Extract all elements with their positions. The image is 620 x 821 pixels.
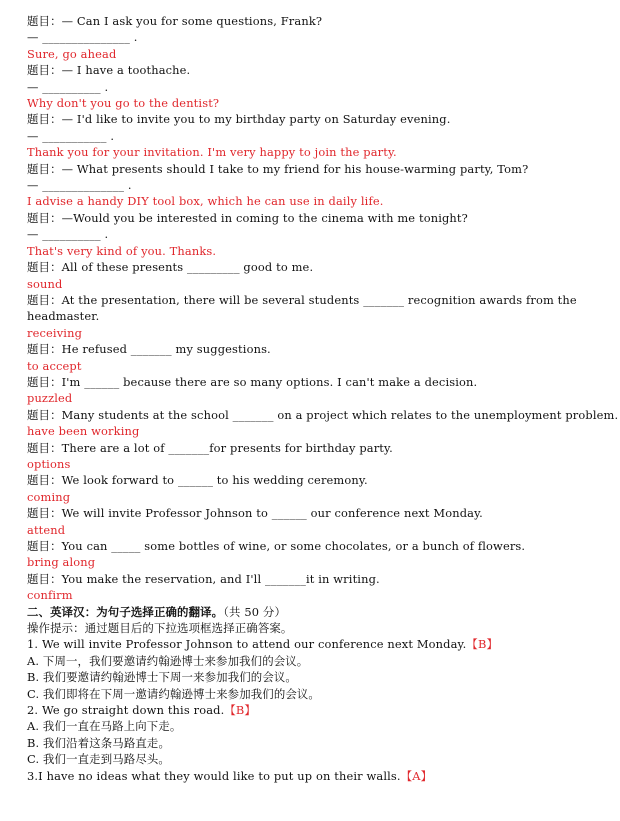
answer-text: I advise a handy DIY tool box, which he can use in daily life. <box>27 194 384 209</box>
answer-text: That's very kind of you. Thanks. <box>27 243 217 258</box>
document-body <box>27 13 619 784</box>
question-text: 题目：At the presentation, there will be several students _______ recognition awards from the headmaster. <box>27 292 577 324</box>
question-text: 题目：—Would you be interested in coming to the cinema with me tonight? <box>27 210 468 225</box>
answer-blank: — ______________ . <box>27 178 132 193</box>
answer-text: sound <box>27 276 63 291</box>
option-text: A. 下周一，我们要邀请约翰逊博士来参加我们的会议。 <box>27 653 309 668</box>
question-text: 题目：I'm ______ because there are so many options. I can't make a decision. <box>27 374 478 389</box>
question-text: 题目：Many students at the school _______ on a project which relates to the unemployment problem. <box>27 407 619 422</box>
question-text: 题目：— What presents should I take to my friend for his house-warming party, Tom? <box>27 161 529 176</box>
question-text: 题目：He refused _______ my suggestions. <box>27 342 271 357</box>
question-text: 3.I have no ideas what they would like to put up on their walls. <box>27 768 401 783</box>
question-text: 题目：You can _____ some bottles of wine, or some chocolates, or a bunch of flowers. <box>27 539 526 553</box>
section-score: （共 50 分） <box>223 604 287 619</box>
option-text: C. 我们即将在下周一邀请约翰逊博士来参加我们的会议。 <box>27 686 320 701</box>
question-text: 题目：— I'd like to invite you to my birthday party on Saturday evening. <box>27 112 451 127</box>
option-text: B. 我们沿着这条马路直走。 <box>27 735 171 750</box>
section-heading <box>27 604 607 620</box>
answer-blank: — _______________ . <box>27 30 138 45</box>
answer-text: attend <box>27 522 66 537</box>
answer-text: confirm <box>27 588 73 603</box>
answer-text: Why don't you go to the dentist? <box>27 96 220 111</box>
answer-blank: — __________ . <box>27 227 109 242</box>
answer-text: Thank you for your invitation. I'm very happy to join the party. <box>27 145 397 160</box>
option-text: A. 我们一直在马路上向下走。 <box>27 719 182 734</box>
question-text: 题目：You make the reservation, and I'll _______it in writing. <box>27 571 380 586</box>
question-text: 1. We will invite Professor Johnson to attend our conference next Monday. <box>27 637 467 652</box>
answer-blank: — ___________ . <box>27 128 115 143</box>
answer-text: bring along <box>27 555 96 570</box>
question-text: 题目：We will invite Professor Johnson to ______ our conference next Monday. <box>27 506 483 521</box>
answer-text: to accept <box>27 358 82 373</box>
section-title: 二、英译汉：为句子选择正确的翻译。 <box>27 604 224 619</box>
question-item <box>27 636 607 652</box>
question-text: 题目：We look forward to ______ to his wedding ceremony. <box>27 473 368 488</box>
answer-text: coming <box>27 489 71 504</box>
answer-text: receiving <box>27 325 83 340</box>
option-text: B. 我们要邀请约翰逊博士下周一来参加我们的会议。 <box>27 670 297 685</box>
answer-text: options <box>27 456 71 471</box>
answer-mark: 【B】 <box>224 703 256 718</box>
answer-mark: 【A】 <box>400 768 433 783</box>
answer-blank: — __________ . <box>27 79 109 94</box>
question-text: 题目：— Can I ask you for some questions, Frank? <box>27 14 323 28</box>
question-text: 题目：— I have a toothache. <box>27 63 191 78</box>
answer-text: puzzled <box>27 391 73 406</box>
question-text: 题目：All of these presents _________ good to me. <box>27 260 314 275</box>
question-text: 2. We go straight down this road. <box>27 703 225 718</box>
question-text: 题目：There are a lot of _______for presents for birthday party. <box>27 440 393 455</box>
option-text: C. 我们一直走到马路尽头。 <box>27 752 170 767</box>
question-item <box>27 702 607 718</box>
operation-hint: 操作提示：通过题目后的下拉选项框选择正确答案。 <box>27 621 293 636</box>
answer-mark: 【B】 <box>466 637 499 652</box>
question-item <box>27 768 607 784</box>
answer-text: have been working <box>27 424 140 439</box>
answer-text: Sure, go ahead <box>27 46 117 61</box>
